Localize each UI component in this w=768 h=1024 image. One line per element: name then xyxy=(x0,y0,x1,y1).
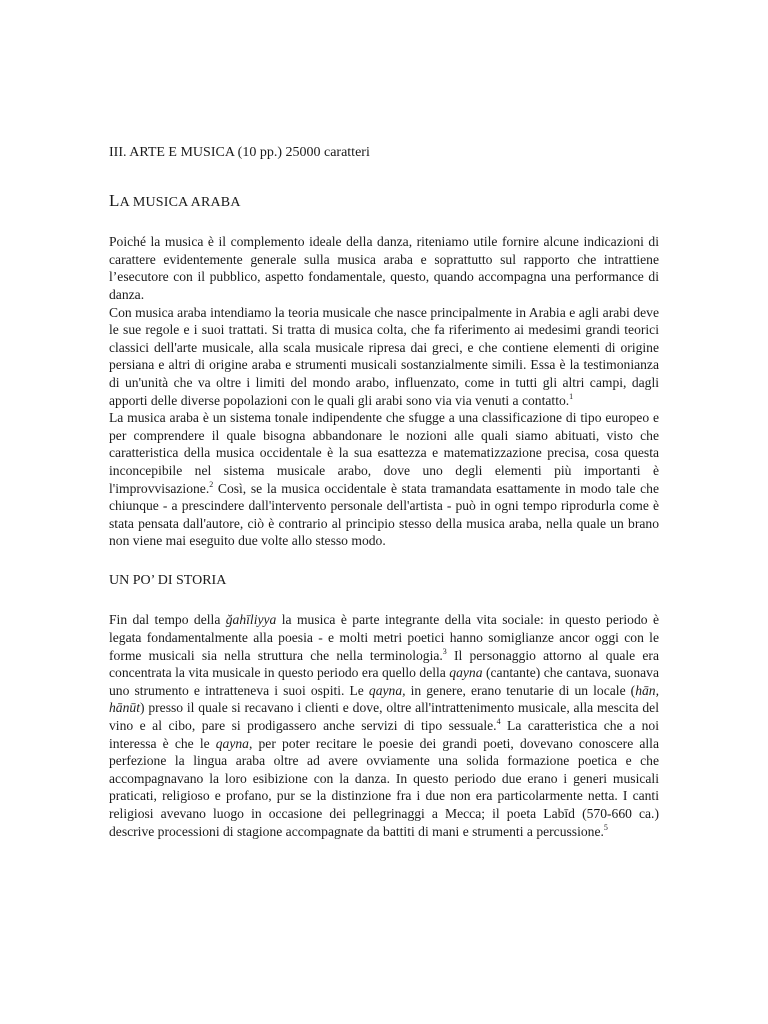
paragraph-3 xyxy=(109,409,659,550)
document-page xyxy=(109,140,659,840)
paragraph-4 xyxy=(109,611,659,840)
text-run: , per poter recitare le poesie dei grandi poeti, dovevano conoscere alla perfezione la lingua araba oltre ad avere ovviamente una solida formazione poetica e che accompagnavano la loro esibizione con la danza. In questo periodo due erano i generi musicali praticati, religioso e profano, pur se la distinzione fra i due non era particolarmente netta. I canti religiosi avevano luogo in occasione dei pellegrinaggi a Mecca; il poeta Labīd (570-660 ca.) descrive processioni di stagione accompagnate da battiti di mani e strumenti a percussione. xyxy=(109,735,659,839)
section-body-musica-araba xyxy=(109,233,659,550)
paragraph-3-text-b: Così, se la musica occidentale è stata tramandata esattamente in modo tale che chiunque - a prescindere dall'intervento personale dell'artista - può in ogni tempo riprodurla come è stata pensata dall'autore, ciò è contrario al principio stesso della musica araba, nella quale un brano non viene mai eseguito due volte allo stesso modo. xyxy=(109,480,659,549)
italic-term: hān, hānūt xyxy=(109,682,659,716)
paragraph-3-text-a: La musica araba è un sistema tonale indipendente che sfugge a una classificazione di tipo europeo e per comprendere il quale bisogna abbandonare le nozioni alle quali siamo abituati, visto che caratteristica della musica occidentale è la sua esattezza e matematizzazione precisa, cosa questa inconcepibile nel sistema musicale arabo, dove uno degli elementi più importanti è l'improvvisazione. xyxy=(109,410,659,496)
italic-term: qayna xyxy=(215,735,249,751)
text-run: La caratteristica che a noi interessa è che le xyxy=(109,718,659,751)
paragraph-2-text: Con musica araba intendiamo la teoria musicale che nasce principalmente in Arabia e agli arabi deve le sue regole e i suoi trattati. Si tratta di musica colta, che fa riferimento ai medesimi grandi teorici classici dell'arte musicale, alla scala musicale ripresa dai greci, e che contiene elementi di origine persiana e altri di origine araba e strumenti musicali sostanzialmente simili. Essa è la testimonianza di un'unità che va oltre i limiti del mondo arabo, influenzato, come in tutti gli altri campi, dagli apporti delle diverse popolazioni con le quali gli arabi sono via via venuti a contatto. xyxy=(109,304,659,408)
italic-term: qayna xyxy=(449,665,483,681)
italic-term: qayna, xyxy=(368,682,406,698)
text-run: in genere, erano tenutarie di un locale ( xyxy=(405,682,636,698)
text-run: (cantante) che cantava, suonava uno strumento e intratteneva i suoi ospiti. Le xyxy=(109,665,659,698)
paragraph-2 xyxy=(109,304,659,410)
footnote-ref-5[interactable]: 5 xyxy=(603,822,608,832)
text-run: Il personaggio attorno al quale era concentrata la vita musicale in questo periodo era quello della xyxy=(109,647,659,681)
part-title: III. ARTE E MUSICA (10 pp.) 25000 caratteri xyxy=(109,145,370,160)
paragraph-1: Poiché la musica è il complemento ideale della danza, riteniamo utile fornire alcune indicazioni di carattere evidentemente generale sulla musica araba e soprattutto sul rapporto che intrattiene l’esecutore con il pubblico, aspetto fondamentale, questo, quando accompagna una performance di danza. xyxy=(109,234,659,302)
section-title-initial: L xyxy=(109,190,120,210)
footnote-ref-2[interactable]: 2 xyxy=(209,479,214,489)
section-title-rest: A MUSICA ARABA xyxy=(119,194,241,210)
text-run: ) presso il quale si recavano i clienti e dove, oltre all'intrattenimento musicale, alla mescita del vino e al cibo, pare si prodigassero anche servizi di tipo sessuale. xyxy=(109,700,659,734)
section-title-musica-araba xyxy=(109,192,659,212)
italic-term: ğahīliyya xyxy=(225,612,277,628)
section-title-storia: UN PO’ DI STORIA xyxy=(109,572,227,588)
footnote-ref-1[interactable]: 1 xyxy=(569,391,574,401)
section-body-storia xyxy=(109,611,659,840)
text-run: la musica è parte integrante della vita sociale: in questo periodo è legata fondamentalmente alla poesia - e molti metri poetici hanno somiglianze ancor oggi con le forme musicali sia nella struttura che nella terminologia. xyxy=(109,612,659,663)
footnote-ref-3[interactable]: 3 xyxy=(442,646,447,656)
text-run: Fin dal tempo della xyxy=(109,612,226,628)
footnote-ref-4[interactable]: 4 xyxy=(496,717,501,727)
